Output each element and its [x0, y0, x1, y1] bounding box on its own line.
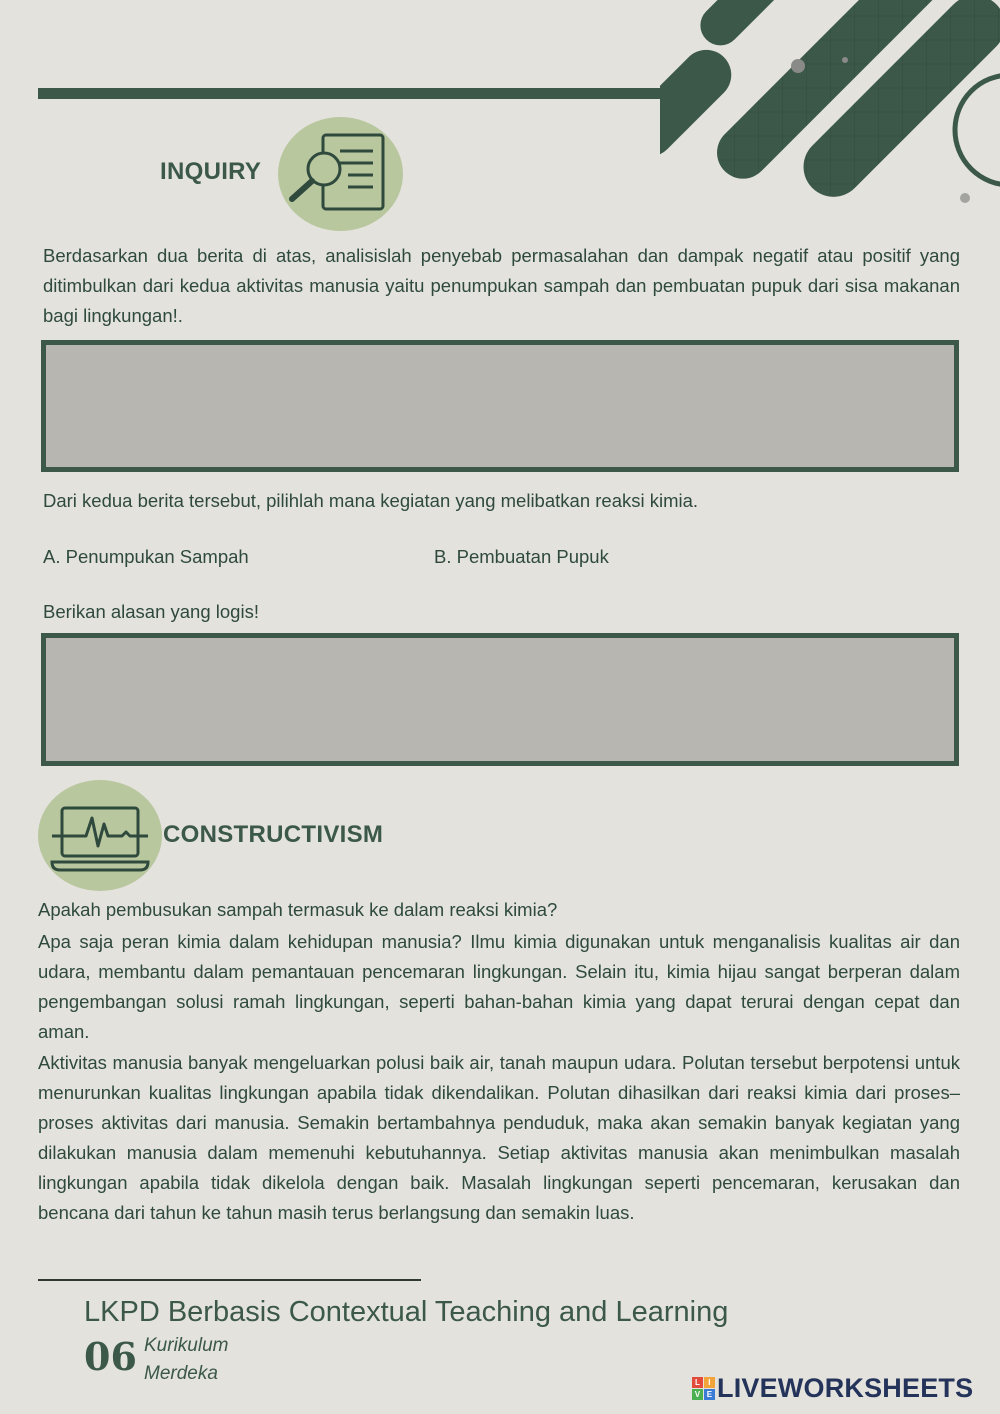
option-a[interactable]: A. Penumpukan Sampah — [43, 546, 249, 567]
brand-name: LIVEWORKSHEETS — [717, 1373, 974, 1403]
inquiry-question: Berdasarkan dua berita di atas, analisislah penyebab permasalahan dan dampak negatif atau positif yang ditimbulkan dari kedua aktivitas manusia yaitu penumpukan sampah dan pembuatan pupuk dari sisa makanan bagi lingkungan!. — [43, 245, 960, 326]
curriculum-line-2: Merdeka — [144, 1363, 218, 1384]
constructivism-heading: CONSTRUCTIVISM — [163, 821, 384, 848]
constructivism-paragraph-1: Apa saja peran kimia dalam kehidupan manusia? Ilmu kimia digunakan untuk menganalisis kualitas air dan udara, membantu dalam pemantauan pencemaran lingkungan. Selain itu, kimia hijau sangat berperan dalam pengembangan solusi ramah lingkungan, seperti bahan-bahan kimia yang dapat terurai dengan cepat dan aman. — [38, 931, 960, 1042]
constructivism-question: Apakah pembusukan sampah termasuk ke dalam reaksi kimia? — [38, 899, 558, 920]
liveworksheets-brand[interactable] — [692, 1373, 973, 1404]
inquiry-icon-badge — [278, 117, 403, 231]
logo-letter: I — [704, 1377, 715, 1388]
option-b[interactable]: B. Pembuatan Pupuk — [434, 546, 609, 567]
curriculum-label — [144, 1332, 228, 1388]
curriculum-line-1: Kurikulum — [144, 1335, 229, 1356]
page-number: 06 — [84, 1334, 137, 1379]
inquiry-heading: INQUIRY — [160, 158, 262, 185]
logo-letter: V — [692, 1389, 703, 1400]
constructivism-paragraph-2: Aktivitas manusia banyak mengeluarkan polusi baik air, tanah maupun udara. Polutan tersebut berpotensi untuk menurunkan kualitas lingkungan apabila tidak dikendalikan. Polutan dihasilkan dari reaksi kimia dari proses–proses aktivitas dari manusia. Semakin bertambahnya penduduk, maka akan semakin banyak kegiatan yang dilakukan manusia dalam memenuhi kebutuhannya. Setiap aktivitas manusia akan menimbulkan masalah lingkungan apabila tidak dikelola dengan baik. Masalah lingkungan seperti pencemaran, kerusakan dan bencana dari tahun ke tahun masih terus berlangsung dan semakin luas. — [38, 1052, 960, 1223]
logo-letter: E — [704, 1389, 715, 1400]
header-divider — [38, 88, 701, 99]
footer-title: LKPD Berbasis Contextual Teaching and Learning — [84, 1296, 729, 1328]
answer-box-analysis[interactable] — [41, 340, 959, 472]
liveworksheets-logo-icon — [692, 1377, 715, 1400]
reason-prompt: Berikan alasan yang logis! — [43, 601, 259, 622]
choice-prompt: Dari kedua berita tersebut, pilihlah mana kegiatan yang melibatkan reaksi kimia. — [43, 490, 699, 511]
constructivism-icon-badge — [38, 780, 162, 891]
logo-letter: L — [692, 1377, 703, 1388]
magnifier-document-icon — [278, 117, 403, 231]
decorative-stripes — [660, 0, 1000, 270]
laptop-heartbeat-icon — [38, 780, 162, 891]
footer-divider — [38, 1279, 421, 1281]
answer-box-reason[interactable] — [41, 633, 959, 766]
